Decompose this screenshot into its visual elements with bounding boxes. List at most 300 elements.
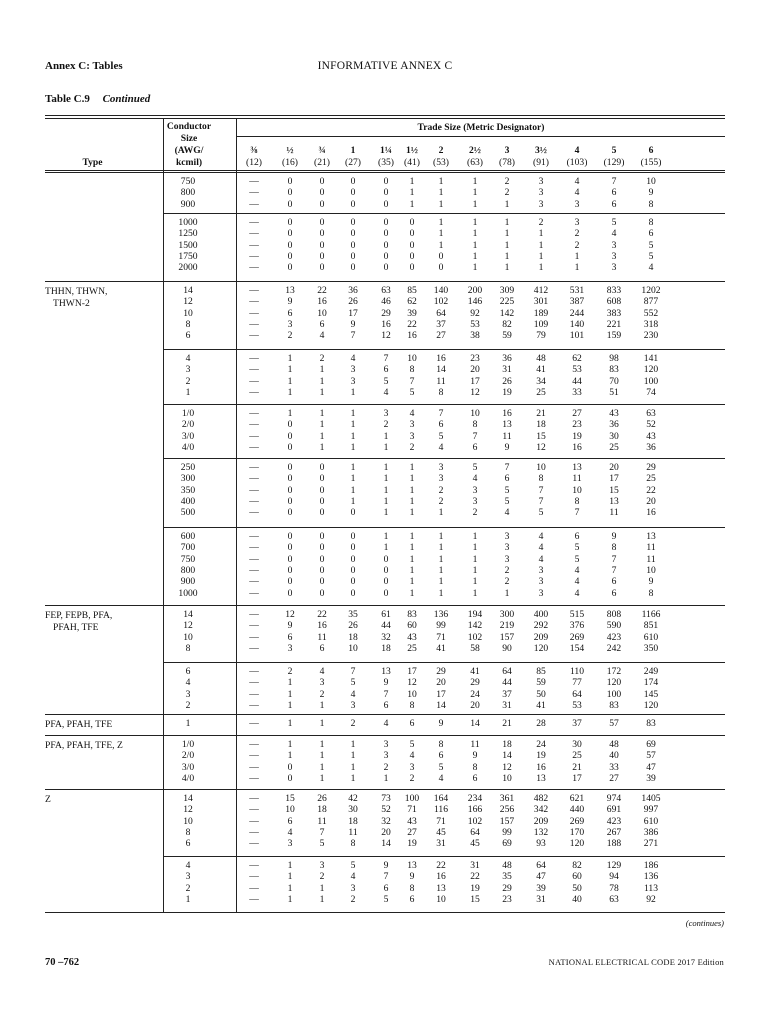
conduit-fill-cell: 43 [407, 631, 417, 643]
conduit-fill-cell: 974 [606, 793, 622, 804]
trade-size-label: 4 [574, 145, 580, 156]
group-separator [163, 458, 725, 459]
conduit-fill-cell: 85 [536, 666, 546, 677]
conductor-size-cell: 2 [185, 375, 191, 387]
conduit-fill-cell: 0 [350, 587, 356, 599]
conduit-fill-cell: — [249, 642, 259, 654]
conduit-fill-cell: 99 [436, 620, 446, 632]
conduit-fill-cell: 120 [643, 364, 659, 376]
conductor-size-header [163, 121, 215, 169]
conduit-fill-cell: 244 [569, 307, 585, 319]
conduit-fill-cell: 14 [502, 750, 512, 762]
conduit-fill-cell: 877 [643, 296, 659, 308]
conduit-fill-cell: 140 [569, 318, 585, 330]
conduit-fill-cell: 132 [533, 826, 549, 838]
conduit-fill-cell: 1 [319, 386, 325, 398]
conduit-fill-cell: — [249, 893, 259, 905]
conduit-fill-cell: 6 [472, 441, 478, 453]
conduit-fill-cell: 99 [502, 826, 512, 838]
conduit-fill-cell: 100 [404, 793, 420, 804]
table-row [0, 419, 768, 430]
table-row [0, 588, 768, 599]
conduit-fill-cell: — [249, 375, 259, 387]
conduit-fill-cell: 12 [502, 761, 512, 773]
conduit-fill-cell: — [249, 408, 259, 419]
table-row [0, 576, 768, 587]
conduit-fill-cell: — [249, 793, 259, 804]
conduit-fill-cell: 58 [470, 642, 480, 654]
table-row [0, 308, 768, 319]
conduit-fill-cell: 3 [287, 642, 293, 654]
continues-note: (continues) [685, 918, 724, 928]
conduit-fill-cell: 1 [472, 250, 478, 262]
conduit-fill-cell: 0 [409, 239, 415, 251]
conductor-size-cell: 10 [183, 631, 193, 643]
conduit-fill-cell: 21 [536, 408, 546, 419]
conduit-fill-cell: — [249, 473, 259, 485]
conduit-fill-cell: 0 [383, 228, 389, 240]
conduit-fill-cell: 10 [407, 688, 417, 700]
conduit-fill-cell: 0 [287, 531, 293, 542]
conduit-fill-cell: — [249, 587, 259, 599]
table-row [0, 816, 768, 827]
conduit-fill-cell: 0 [409, 250, 415, 262]
conduit-fill-cell: 39 [407, 307, 417, 319]
conductor-size-cell: 1 [185, 893, 191, 905]
metric-designator: (27) [345, 157, 361, 168]
conduit-fill-cell: 6 [648, 228, 654, 240]
conductor-size-header-line: (AWG/ [174, 145, 204, 156]
table-row [0, 507, 768, 518]
conduit-fill-cell: 129 [606, 860, 622, 871]
conduit-fill-cell: 39 [646, 772, 656, 784]
conduit-fill-cell: 57 [646, 750, 656, 762]
conduit-fill-cell: 0 [409, 228, 415, 240]
conduit-fill-cell: 1 [438, 217, 444, 228]
conduit-fill-cell: 3 [350, 699, 356, 711]
conductor-size-cell: 1000 [178, 587, 198, 599]
conduit-fill-cell: 1 [350, 739, 356, 750]
conduit-fill-cell: — [249, 198, 259, 210]
conduit-fill-cell: 20 [470, 364, 480, 376]
conduit-fill-cell: 1 [383, 473, 389, 485]
table-row [0, 442, 768, 453]
conduit-fill-cell: 1 [574, 250, 580, 262]
conduit-fill-cell: 1 [319, 718, 325, 729]
table-row [0, 565, 768, 576]
trade-size-label: ¾ [318, 145, 326, 156]
conduit-fill-cell: 0 [319, 484, 325, 496]
conduit-fill-cell: 1202 [641, 285, 661, 296]
conductor-size-header-line: kcmil) [175, 157, 203, 168]
conduit-fill-cell: 37 [572, 718, 582, 729]
conduit-fill-cell: 7 [319, 826, 325, 838]
conductor-size-cell: 8 [185, 318, 191, 330]
conduit-fill-cell: 2 [438, 484, 444, 496]
table-row [0, 689, 768, 700]
conductor-size-cell: 750 [180, 176, 196, 187]
conduit-fill-cell: 12 [536, 441, 546, 453]
conduit-fill-cell: 21 [502, 718, 512, 729]
conduit-fill-cell: 73 [381, 793, 391, 804]
conductor-size-cell: 300 [180, 473, 196, 485]
conduit-fill-cell: 1 [504, 239, 510, 251]
conduit-fill-cell: 2 [319, 688, 325, 700]
conduit-fill-cell: 3 [319, 677, 325, 689]
conduit-fill-cell: 1 [472, 587, 478, 599]
conduit-fill-cell: 24 [470, 688, 480, 700]
conduit-fill-cell: 0 [350, 262, 356, 274]
conduit-fill-cell: 3 [538, 576, 544, 588]
conduit-fill-cell: 1 [438, 228, 444, 240]
conduit-fill-cell: 4 [472, 473, 478, 485]
conduit-fill-cell: 79 [536, 330, 546, 342]
conduit-fill-cell: — [249, 239, 259, 251]
conduit-fill-cell: 0 [287, 198, 293, 210]
conductor-size-cell: 14 [183, 285, 193, 296]
conduit-fill-cell: 0 [319, 262, 325, 274]
conduit-fill-cell: 3 [438, 473, 444, 485]
conduit-fill-cell: 1 [438, 587, 444, 599]
conduit-fill-cell: 30 [348, 804, 358, 816]
conduit-fill-cell: 14 [436, 364, 446, 376]
conduit-fill-cell: 120 [606, 677, 622, 689]
conduit-fill-cell: 74 [646, 386, 656, 398]
conduit-fill-cell: 1 [438, 239, 444, 251]
conduit-fill-cell: 1 [438, 176, 444, 187]
conduit-fill-cell: 1 [319, 893, 325, 905]
conduit-fill-cell: 13 [502, 419, 512, 431]
conduit-fill-cell: 62 [572, 353, 582, 364]
conduit-fill-cell: 62 [407, 296, 417, 308]
conduit-fill-cell: 3 [504, 553, 510, 565]
conduit-fill-cell: 19 [470, 882, 480, 894]
conductor-size-header-line: Conductor [166, 121, 212, 132]
table-row [0, 319, 768, 330]
conduit-fill-cell: 44 [381, 620, 391, 632]
conduit-fill-cell: 22 [317, 609, 327, 620]
conduit-fill-cell: 1 [287, 871, 293, 883]
conduit-fill-cell: 26 [502, 375, 512, 387]
table-row [0, 240, 768, 251]
conduit-fill-cell: 18 [348, 631, 358, 643]
conduit-fill-cell: 2 [409, 772, 415, 784]
conduit-fill-cell: 1 [319, 364, 325, 376]
conduit-fill-cell: 113 [643, 882, 659, 894]
conduit-fill-cell: 11 [609, 507, 619, 519]
conduit-fill-cell: 0 [319, 228, 325, 240]
table-row [0, 718, 768, 729]
conduit-fill-cell: 1 [287, 893, 293, 905]
metric-designator: (35) [378, 157, 394, 168]
conduit-fill-cell: — [249, 330, 259, 342]
conduit-fill-cell: 7 [611, 564, 617, 576]
conduit-fill-cell: 41 [536, 364, 546, 376]
conduit-fill-cell: 7 [611, 176, 617, 187]
conduit-fill-cell: 0 [287, 772, 293, 784]
conduit-fill-cell: 5 [438, 430, 444, 442]
conduit-fill-cell: 350 [643, 642, 659, 654]
conduit-fill-cell: 13 [381, 666, 391, 677]
type-label-line: PFAH, TFE [53, 622, 99, 633]
conduit-fill-cell: 531 [569, 285, 585, 296]
conduit-fill-cell: 186 [643, 860, 659, 871]
conduit-fill-cell: 11 [646, 553, 656, 565]
type-label-line: FEP, FEPB, PFA, [45, 610, 113, 621]
conduit-fill-cell: 154 [569, 642, 585, 654]
conduit-fill-cell: 18 [317, 804, 327, 816]
conduit-fill-cell: 15 [536, 430, 546, 442]
conduit-fill-cell: 3 [409, 430, 415, 442]
conduit-fill-cell: 249 [643, 666, 659, 677]
conduit-fill-cell: 14 [381, 838, 391, 850]
conduit-fill-cell: 82 [572, 860, 582, 871]
conduit-fill-cell: — [249, 666, 259, 677]
conduit-fill-cell: 64 [502, 666, 512, 677]
conduit-fill-cell: 170 [569, 826, 585, 838]
conduit-fill-cell: 27 [609, 772, 619, 784]
conduit-fill-cell: 6 [504, 473, 510, 485]
conductor-size-cell: 2/0 [181, 750, 195, 762]
conduit-fill-cell: 2 [504, 176, 510, 187]
conduit-fill-cell: 0 [287, 587, 293, 599]
conduit-fill-cell: 17 [572, 772, 582, 784]
table-row [0, 860, 768, 871]
conductor-size-cell: 6 [185, 838, 191, 850]
conduit-fill-cell: 120 [533, 642, 549, 654]
conduit-fill-cell: 6 [287, 307, 293, 319]
conductor-size-cell: 2 [185, 699, 191, 711]
conduit-fill-cell: 31 [536, 893, 546, 905]
conduit-fill-cell: 0 [287, 262, 293, 274]
conductor-size-cell: 400 [180, 495, 196, 507]
conduit-fill-cell: 0 [350, 553, 356, 565]
conductor-size-cell: 3 [185, 364, 191, 376]
conduit-fill-cell: 1 [319, 430, 325, 442]
conduit-fill-cell: 1 [504, 217, 510, 228]
conduit-fill-cell: 32 [381, 631, 391, 643]
trade-size-label: ½ [286, 145, 294, 156]
conduit-fill-cell: 361 [499, 793, 515, 804]
conductor-size-cell: 600 [180, 531, 196, 542]
trade-size-label: 1 [350, 145, 356, 156]
conduit-fill-cell: 1 [350, 750, 356, 762]
conduit-fill-cell: — [249, 318, 259, 330]
table-row [0, 620, 768, 631]
conduit-fill-cell: 7 [574, 507, 580, 519]
conduit-fill-cell: 1 [319, 419, 325, 431]
conductor-size-cell: 1250 [178, 228, 198, 240]
metric-designator: (16) [282, 157, 298, 168]
conduit-fill-cell: 1 [409, 198, 415, 210]
conduit-fill-cell: 300 [499, 609, 515, 620]
conduit-fill-cell: 50 [572, 882, 582, 894]
conduit-fill-cell: — [249, 217, 259, 228]
conduit-fill-cell: 5 [350, 677, 356, 689]
conduit-fill-cell: 1 [287, 688, 293, 700]
conduit-fill-cell: 2 [350, 718, 356, 729]
conduit-fill-cell: 13 [436, 882, 446, 894]
conduit-fill-cell: 0 [383, 564, 389, 576]
conduit-fill-cell: 3 [287, 838, 293, 850]
trade-size-underline [237, 136, 725, 137]
conduit-fill-cell: 225 [499, 296, 515, 308]
conductor-size-cell: 800 [180, 187, 196, 199]
conduit-fill-cell: 0 [350, 187, 356, 199]
conduit-fill-cell: 2 [504, 187, 510, 199]
table-label: Table C.9 [45, 93, 90, 105]
conduit-fill-cell: 5 [538, 507, 544, 519]
conduit-fill-cell: 27 [407, 826, 417, 838]
running-head [45, 60, 725, 76]
conduit-fill-cell: 20 [470, 699, 480, 711]
conduit-fill-cell: 0 [319, 250, 325, 262]
conduit-fill-cell: 1 [383, 531, 389, 542]
table-row [0, 609, 768, 620]
conduit-fill-cell: 7 [504, 462, 510, 473]
conduit-fill-cell: 43 [646, 430, 656, 442]
conduit-fill-cell: 376 [569, 620, 585, 632]
conduit-fill-cell: 0 [383, 250, 389, 262]
conduit-fill-cell: 0 [319, 553, 325, 565]
metric-designator: (129) [603, 157, 625, 168]
conduit-fill-cell: 1166 [641, 609, 661, 620]
conductor-size-cell: 8 [185, 642, 191, 654]
conduit-fill-cell: 1 [538, 228, 544, 240]
conduit-fill-cell: 200 [467, 285, 483, 296]
group-separator [163, 213, 725, 214]
conductor-size-cell: 14 [183, 793, 193, 804]
conduit-fill-cell: 1 [472, 217, 478, 228]
conduit-fill-cell: 1 [383, 495, 389, 507]
conduit-fill-cell: 0 [438, 250, 444, 262]
trade-size-label: 2 [438, 145, 444, 156]
conduit-fill-cell: 39 [536, 882, 546, 894]
conduit-fill-cell: 52 [646, 419, 656, 431]
conduit-fill-cell: — [249, 576, 259, 588]
conduit-fill-cell: — [249, 718, 259, 729]
conduit-fill-cell: 3 [383, 750, 389, 762]
conduit-fill-cell: 0 [287, 473, 293, 485]
conduit-fill-cell: 101 [569, 330, 585, 342]
conduit-fill-cell: 23 [470, 353, 480, 364]
conduit-fill-cell: 10 [536, 462, 546, 473]
conduit-fill-cell: 3 [383, 739, 389, 750]
conduit-fill-cell: 16 [572, 441, 582, 453]
conduit-fill-cell: 64 [470, 826, 480, 838]
conduit-fill-cell: 15 [609, 484, 619, 496]
conductor-size-cell: 4 [185, 353, 191, 364]
conduit-fill-cell: 3 [287, 318, 293, 330]
conduit-fill-cell: 45 [470, 838, 480, 850]
conduit-fill-cell: 400 [533, 609, 549, 620]
conduit-fill-cell: 69 [646, 739, 656, 750]
conduit-fill-cell: 0 [319, 462, 325, 473]
conduit-fill-cell: 9 [350, 318, 356, 330]
conduit-fill-cell: 482 [533, 793, 549, 804]
conduit-fill-cell: 29 [470, 677, 480, 689]
conduit-fill-cell: 3 [538, 187, 544, 199]
conduit-fill-cell: 1 [538, 239, 544, 251]
conduit-fill-cell: 18 [348, 815, 358, 827]
conduit-fill-cell: 0 [383, 587, 389, 599]
conduit-fill-cell: 0 [319, 187, 325, 199]
conduit-fill-cell: 71 [436, 815, 446, 827]
conduit-fill-cell: 93 [536, 838, 546, 850]
conduit-fill-cell: 19 [572, 430, 582, 442]
conduit-fill-cell: 1 [350, 772, 356, 784]
conduit-fill-cell: 27 [572, 408, 582, 419]
table-top-rule [45, 115, 725, 116]
conduit-fill-cell: 85 [407, 285, 417, 296]
conduit-fill-cell: 0 [383, 198, 389, 210]
conduit-fill-cell: 25 [572, 750, 582, 762]
conduit-fill-cell: 13 [285, 285, 295, 296]
conduit-fill-cell: 64 [536, 860, 546, 871]
conduit-fill-cell: — [249, 688, 259, 700]
conductor-size-cell: 750 [180, 553, 196, 565]
conduit-fill-cell: 48 [502, 860, 512, 871]
conduit-fill-cell: 1 [350, 441, 356, 453]
table-row [0, 677, 768, 688]
conduit-fill-cell: 6 [383, 364, 389, 376]
conduit-fill-cell: 2 [287, 666, 293, 677]
conduit-fill-cell: 209 [533, 815, 549, 827]
conduit-fill-cell: 100 [606, 688, 622, 700]
conductor-size-cell: 12 [183, 620, 193, 632]
conductor-size-cell: 1 [185, 386, 191, 398]
conduit-fill-cell: 14 [470, 718, 480, 729]
conduit-fill-cell: 33 [572, 386, 582, 398]
conduit-fill-cell: 219 [499, 620, 515, 632]
conduit-fill-cell: 383 [606, 307, 622, 319]
conduit-fill-cell: 5 [574, 542, 580, 554]
conduit-fill-cell: 6 [611, 187, 617, 199]
conduit-fill-cell: 4 [438, 772, 444, 784]
conduit-fill-cell: 1 [472, 187, 478, 199]
conduit-fill-cell: 269 [569, 815, 585, 827]
conduit-fill-cell: 116 [433, 804, 449, 816]
conduit-fill-cell: 1 [383, 484, 389, 496]
conduit-fill-cell: 22 [407, 318, 417, 330]
conduit-fill-cell: 16 [536, 761, 546, 773]
conduit-fill-cell: 50 [536, 688, 546, 700]
conduit-fill-cell: 29 [502, 882, 512, 894]
conduit-fill-cell: 608 [606, 296, 622, 308]
conduit-fill-cell: 44 [502, 677, 512, 689]
trade-size-label: 3 [504, 145, 510, 156]
table-row [0, 176, 768, 187]
conduit-fill-cell: 0 [319, 531, 325, 542]
conduit-fill-cell: 1 [504, 250, 510, 262]
conduit-fill-cell: 0 [383, 187, 389, 199]
table-row [0, 632, 768, 643]
conduit-fill-cell: — [249, 495, 259, 507]
conduit-fill-cell: — [249, 739, 259, 750]
metric-designator: (103) [566, 157, 588, 168]
conduit-fill-cell: 7 [438, 408, 444, 419]
conduit-fill-cell: 43 [609, 408, 619, 419]
conduit-fill-cell: 35 [348, 609, 358, 620]
metric-designator: (12) [246, 157, 262, 168]
conduit-fill-cell: 309 [499, 285, 515, 296]
table-row [0, 700, 768, 711]
type-header: Type [82, 157, 103, 168]
conduit-fill-cell: 1 [438, 564, 444, 576]
conduit-fill-cell: 0 [350, 531, 356, 542]
conduit-fill-cell: 63 [609, 893, 619, 905]
conduit-fill-cell: 9 [504, 441, 510, 453]
